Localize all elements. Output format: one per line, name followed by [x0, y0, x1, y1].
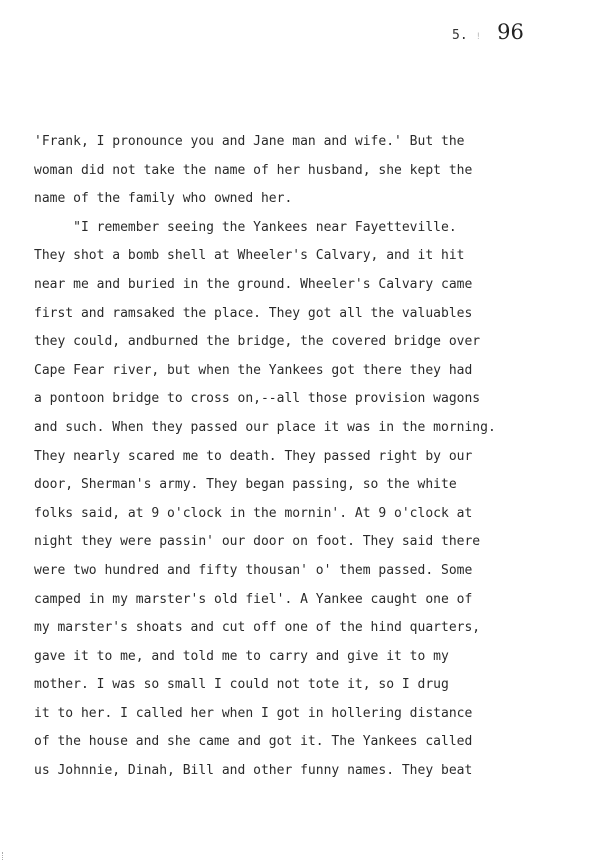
- scan-artifact: [2, 852, 9, 860]
- text-line: Cape Fear river, but when the Yankees got there they had: [34, 362, 473, 378]
- text-line: us Johnnie, Dinah, Bill and other funny names. They beat: [34, 763, 473, 779]
- text-line: They shot a bomb shell at Wheeler's Calvary, and it hit: [34, 248, 465, 264]
- text-line: folks said, at 9 o'clock in the mornin'. At 9 o'clock at: [34, 505, 473, 521]
- text-line: They nearly scared me to death. They passed right by our: [34, 448, 473, 464]
- text-line: and such. When they passed our place it was in the morning.: [34, 419, 496, 435]
- text-line: camped in my marster's old fiel'. A Yankee caught one of: [34, 591, 473, 607]
- text-line: near me and buried in the ground. Wheeler's Calvary came: [34, 276, 473, 292]
- stray-mark: !: [475, 32, 482, 42]
- text-line: it to her. I called her when I got in hollering distance: [34, 705, 473, 721]
- text-line: door, Sherman's army. They began passing, so the white: [34, 477, 457, 493]
- section-number: 5.: [452, 28, 468, 43]
- text-line: woman did not take the name of her husband, she kept the: [34, 162, 473, 178]
- page-header: [452, 20, 524, 44]
- text-line: gave it to me, and told me to carry and give it to my: [34, 648, 449, 664]
- text-line: were two hundred and fifty thousan' o' them passed. Some: [34, 562, 473, 578]
- text-line: a pontoon bridge to cross on,--all those provision wagons: [34, 391, 481, 407]
- text-line: 'Frank, I pronounce you and Jane man and wife.' But the: [34, 134, 465, 149]
- text-line: night they were passin' our door on foot. They said there: [34, 534, 481, 550]
- text-line: of the house and she came and got it. The Yankees called: [34, 734, 473, 750]
- text-line: mother. I was so small I could not tote it, so I drug: [34, 677, 449, 693]
- text-line: my marster's shoats and cut off one of the hind quarters,: [34, 620, 481, 636]
- text-line: "I remember seeing the Yankees near Fayetteville.: [34, 219, 457, 235]
- text-line: name of the family who owned her.: [34, 191, 293, 207]
- page-number: 96: [497, 20, 524, 44]
- text-line: they could, andburned the bridge, the covered bridge over: [34, 334, 481, 350]
- narrative-text: [34, 128, 544, 786]
- text-line: first and ramsaked the place. They got all the valuables: [34, 305, 473, 321]
